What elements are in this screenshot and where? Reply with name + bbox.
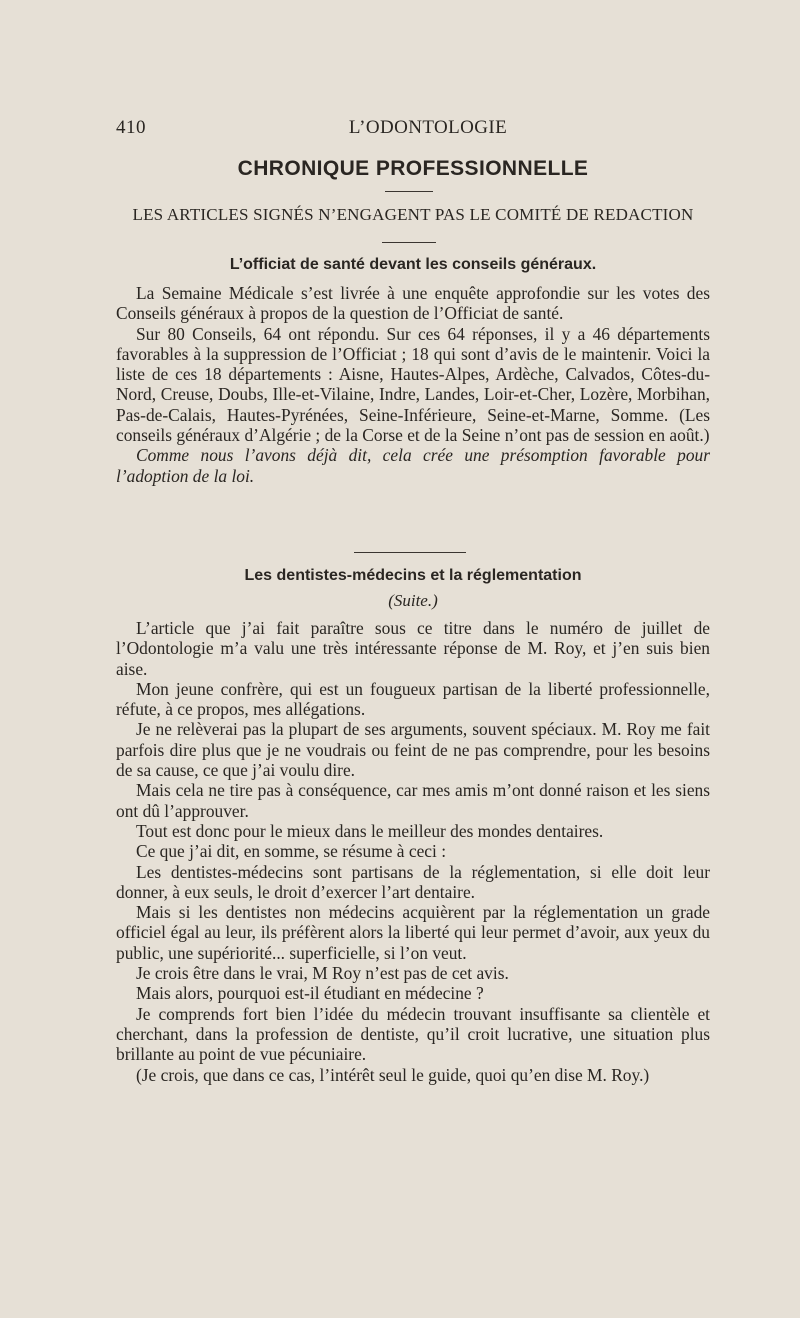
section-title: CHRONIQUE PROFESSIONNELLE — [237, 157, 589, 180]
paragraph: Tout est donc pour le mieux dans le meilleur des mondes dentaires. — [136, 820, 604, 841]
journal-title: L’ODONTOLOGIE — [348, 117, 508, 138]
divider-short — [382, 242, 436, 243]
paragraph-conclusion: Comme nous l’avons déjà dit, cela crée une présomption favorable pour l’adoption de la loi. — [116, 445, 710, 486]
paragraph: (Je crois, que dans ce cas, l’intérêt seul le guide, quoi qu’en dise M. Roy.) — [136, 1064, 650, 1085]
paragraph: Les dentistes-médecins sont partisans de la réglementation, si elle doit leur donner, à eux seuls, le droit d’exercer l’art dentaire. — [116, 861, 710, 902]
article-title-dentistes: Les dentistes-médecins et la réglementation — [244, 567, 582, 584]
article-title-officiat: L’officiat de santé devant les conseils généraux. — [229, 256, 597, 273]
paragraph: Je crois être dans le vrai, M Roy n’est pas de cet avis. — [136, 963, 509, 984]
article-officiat-body — [116, 283, 710, 486]
paragraph: Mais cela ne tire pas à conséquence, car mes amis m’ont donné raison et les siens ont dû l’approuver. — [116, 780, 710, 821]
paragraph: Je comprends fort bien l’idée du médecin trouvant insuffisante sa clientèle et cherchant, dans la profession de dentiste, qu’il croit lucrative, une situation plus brillante au point de vue pécuniaire. — [116, 1003, 710, 1065]
paragraph: Je ne relèverai pas la plupart de ses arguments, souvent spéciaux. M. Roy me fait parfois dire plus que je ne voudrais ou feint de ne pas comprendre, pour les besoins de sa cause, ce que j’ai voulu dire. — [116, 719, 710, 781]
paragraph: Mon jeune confrère, qui est un fougueux partisan de la liberté professionnelle, réfute, à ce propos, mes allégations. — [116, 678, 710, 720]
paragraph: Sur 80 Conseils, 64 ont répondu. Sur ces 64 réponses, il y a 46 départements favorables à la suppression de l’Officiat ; 18 qui sont d’avis de le maintenir. Voici la liste de ces 18 départements : Aisne, Hautes-Alpes, Ardèche, Calvados, Côtes-du-Nord, Creuse, Doubs, Ille-et-Vilaine, Indre, Landes, Loir-et-Cher, Lozère, Morbihan, Pas-de-Calais, Hautes-Pyrénées, Seine-Inférieure, Seine-et-Marne, Somme. (Les conseils généraux d’Algérie ; de la Corse et de la Seine n’ont pas de session en août.) — [116, 323, 710, 446]
divider-short — [385, 191, 433, 192]
paragraph: Mais si les dentistes non médecins acquièrent par la réglementation un grade officiel égal au leur, ils préfèrent alors la liberté qui leur permet d’avoir, aux yeux du public, une supériorité... superficielle, si l’on veut. — [116, 902, 710, 963]
article-subtitle-suite: (Suite.) — [388, 591, 438, 610]
divider-long — [354, 552, 466, 553]
paragraph: Mais alors, pourquoi est-il étudiant en médecine ? — [136, 983, 484, 1004]
editorial-disclaimer: LES ARTICLES SIGNÉS N’ENGAGENT PAS LE COMITÉ DE REDACTION — [132, 205, 694, 224]
paragraph: L’article que j’ai fait paraître sous ce titre dans le numéro de juillet de l’Odontologie m’a valu une très intéressante réponse de M. Roy, et j’en suis bien aise. — [116, 618, 710, 679]
paragraph: La Semaine Médicale s’est livrée à une enquête approfondie sur les votes des Conseils généraux à propos de la question de l’Officiat de santé. — [116, 283, 710, 324]
article-dentistes-body — [116, 618, 710, 1085]
paragraph: Ce que j’ai dit, en somme, se résume à ceci : — [136, 841, 447, 862]
page-number: 410 — [116, 117, 146, 138]
running-header — [116, 117, 710, 143]
